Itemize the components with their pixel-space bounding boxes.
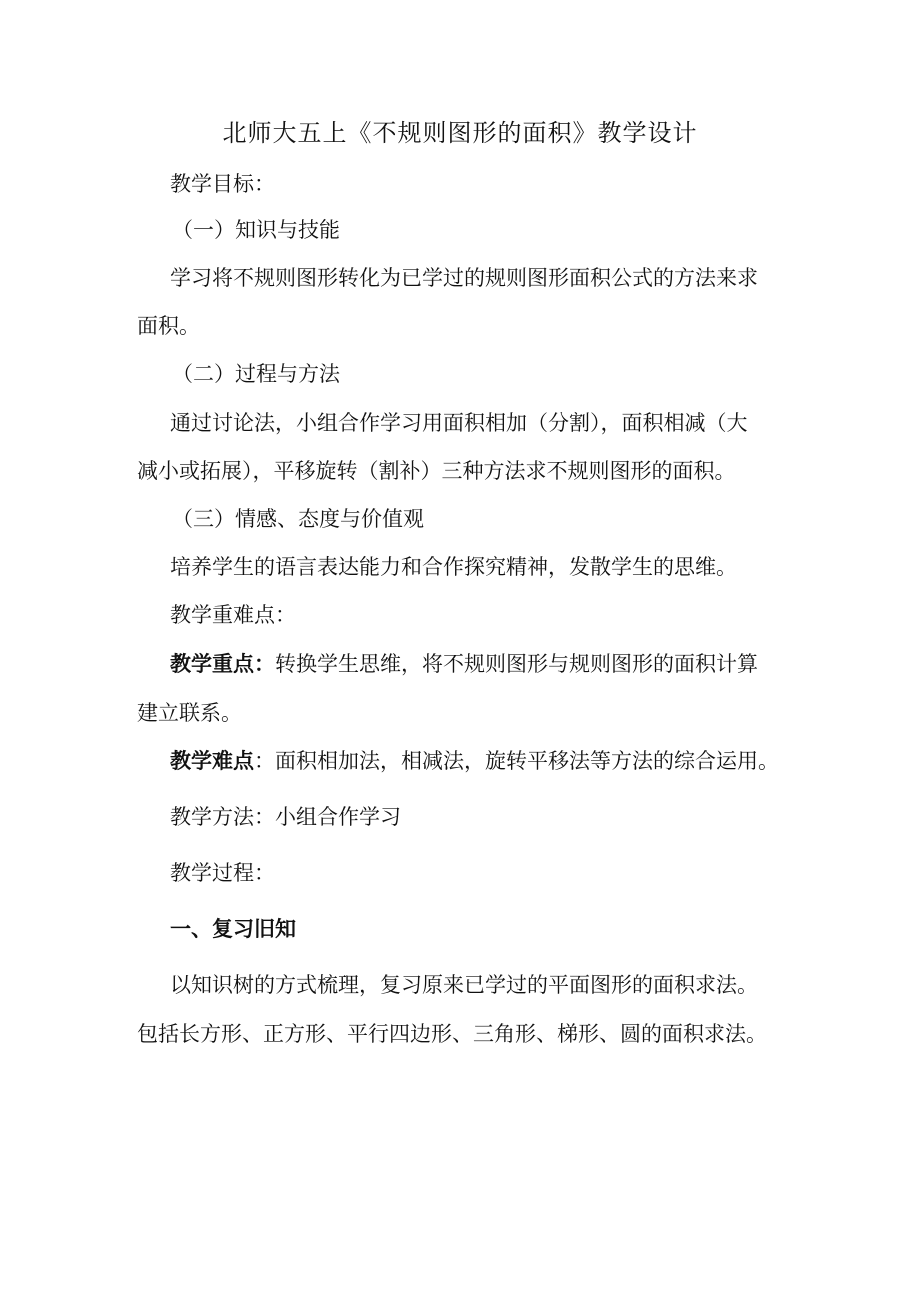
- key-point-line1: [170, 654, 758, 675]
- document-title: 北师大五上《不规则图形的面积》教学设计: [222, 119, 698, 147]
- difficult-point-text: ：面积相加法，相减法，旋转平移法等方法的综合运用。: [254, 749, 779, 773]
- process-heading: 教学过程：: [170, 861, 275, 885]
- objectives-heading: 教学目标：: [170, 172, 275, 196]
- section-knowledge-text-line1: 学习将不规则图形转化为已学过的规则图形面积公式的方法来求: [170, 266, 758, 290]
- section-process-text-line1: 通过讨论法，小组合作学习用面积相加（分割），面积相减（大: [170, 411, 748, 435]
- key-point-text: 转换学生思维，将不规则图形与规则图形的面积计算: [275, 652, 758, 676]
- difficult-point-label: 教学难点: [170, 749, 254, 773]
- key-point-label: 教学重点：: [170, 652, 275, 676]
- difficult-point-line: [170, 751, 779, 772]
- part-one-heading: 一、复习旧知: [170, 917, 296, 941]
- teaching-method-line: 教学方法：小组合作学习: [170, 805, 401, 829]
- section-attitude-text: 培养学生的语言表达能力和合作探究精神，发散学生的思维。: [170, 555, 737, 579]
- section-process-text-line2: 减小或拓展），平移旋转（割补）三种方法求不规则图形的面积。: [137, 459, 736, 483]
- section-knowledge-heading: （一）知识与技能: [172, 218, 340, 242]
- part-one-text-line1: 以知识树的方式梳理，复习原来已学过的平面图形的面积求法。: [170, 973, 758, 997]
- section-knowledge-text-line2: 面积。: [137, 314, 200, 338]
- section-process-heading: （二）过程与方法: [172, 362, 340, 386]
- key-point-line2: 建立联系。: [137, 701, 242, 725]
- section-attitude-heading: （三）情感、态度与价值观: [172, 507, 424, 531]
- key-difficult-heading: 教学重难点：: [170, 603, 296, 627]
- part-one-text-line2: 包括长方形、正方形、平行四边形、三角形、梯形、圆的面积求法。: [137, 1022, 767, 1046]
